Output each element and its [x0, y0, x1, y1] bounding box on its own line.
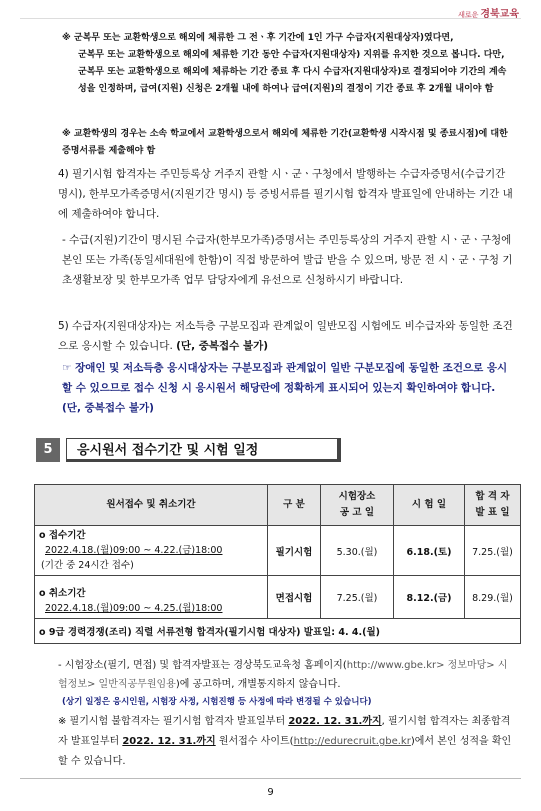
row-result-date: 7.25.(월)	[465, 526, 521, 576]
registration-note: (기간 중 24시간 접수)	[41, 560, 134, 571]
score-text-1: ※ 필기시험 불합격자는 필기시험 합격자 발표일부터	[58, 716, 289, 727]
paragraph-5-emphasis: (단, 중복접수 불가)	[176, 340, 269, 352]
table-footer-note: o 9급 경력경쟁(조리) 직렬 서류전형 합격자(필기시험 대상자) 발표일: 4. 4.(월)	[35, 619, 521, 644]
table-footer-row	[35, 619, 521, 644]
score-text-4: )에서 본인 성적을 확인할 수 있습니다.	[58, 736, 512, 767]
schedule-table	[34, 484, 521, 644]
note-military-line1: ※ 군복무 또는 교환학생으로 해외에 체류한 그 전ㆍ후 기간에 1인 가구 수급자(지원대상자)였다면,	[62, 33, 454, 43]
paragraph-5-note: ☞ 장애인 및 저소득층 응시대상자는 구분모집과 관계없이 일반 구분모집에 동일한 조건으로 응시할 수 있으므로 접수 신청 시 응시원서 해당란에 정확하게 표시되어 있는지 확인하여야 합니다. (단, 중복접수 불가)	[62, 362, 508, 414]
paragraph-4-sub: - 수급(지원)기간이 명시된 수급자(한부모가족)증명서는 주민등록상의 거주지 관할 시ㆍ군ㆍ구청에 본인 또는 가족(동일세대원에 한함)이 직접 방문하여 발급 받을 수 있으며, 방문 전 시ㆍ군ㆍ구청 기초생활보장 및 한부모가족 업무 담당자에게 유선으로 신청하시기 바랍니다.	[62, 234, 513, 286]
score-text-3: 원서접수 사이트(	[215, 736, 294, 747]
logo-prefix: 새로운	[458, 11, 479, 19]
row-venue-date: 7.25.(월)	[321, 576, 394, 619]
logo-text: 경북교육	[480, 9, 519, 20]
edurecruit-link[interactable]: http://edurecruit.gbe.kr	[293, 736, 411, 747]
note-military-body: 군복무 또는 교환학생으로 해외에 체류한 기간 동안 수급자(지원대상자) 지위를 유지한 것으로 봅니다. 다만, 군복무 또는 교환학생으로 해외에 체류하는 기간 종료 후 다시 수급자(지원대상자)로 결정되어야 기간의 계속성을 인정하며, 급여(지원) 신청은 2개월 내에 하여나 급여(지원)의 결정이 기간 종료 후 2개월 내이야 함	[78, 50, 507, 94]
top-divider	[20, 18, 521, 19]
score-text-2: , 필기시험 합격자는 최종합격자 발표일부터	[58, 716, 511, 747]
registration-label: o 접수기간	[39, 530, 86, 541]
row-result-date: 8.29.(월)	[465, 576, 521, 619]
homepage-link[interactable]: http://www.gbe.kr> 정보마당> 시험정보> 일반직공무원임용	[58, 660, 508, 690]
header-result-date: 합 격 자 발 표 일	[465, 485, 521, 526]
note-exchange-text: ※ 교환학생의 경우는 소속 학교에서 교환학생으로서 해외에 체류한 기간(교환학생 시작시점 및 종료시점)에 대한 증명서류를 제출해야 함	[62, 129, 508, 156]
announce-text: - 시험장소(필기, 면접) 및 합격자발표는 경상북도교육청 홈페이지(	[58, 660, 347, 671]
table-header-row	[35, 485, 521, 526]
announce-text-end: )에 공고하며, 개별통지하지 않습니다.	[175, 679, 341, 690]
section-title: 응시원서 접수기간 및 시험 일정	[66, 438, 341, 462]
bottom-divider	[20, 778, 521, 779]
paragraph-5	[58, 316, 514, 356]
cancel-period: 2022.4.18.(월)09:00 ~ 4.25.(월)18:00	[45, 603, 223, 614]
section-number: 5	[36, 438, 60, 462]
paragraph-4: 4) 필기시험 합격자는 주민등록상 거주지 관할 시ㆍ군ㆍ구청에서 발행하는 수급자증명서(수급기간 명시), 한부모가족증명서(지원기간 명시) 등 증빙서류를 필기시험 합격자 발표일에 안내하는 기간 내에 제출하여야 합니다.	[58, 168, 513, 220]
cancel-label: o 취소기간	[39, 588, 86, 599]
row-exam-date: 6.18.(토)	[394, 526, 465, 576]
score-check-paragraph	[58, 712, 514, 772]
header-venue-date: 시험장소 공 고 일	[321, 485, 394, 526]
paragraph-5-text: 5) 수급자(지원대상자)는 저소득층 구분모집과 관계없이 일반모집 시험에도 비수급자와 동일한 조건으로 응시할 수 있습니다.	[58, 320, 513, 352]
header-exam-date: 시 험 일	[394, 485, 465, 526]
note-exchange	[62, 126, 514, 160]
row-type: 면접시험	[268, 576, 321, 619]
registration-period: 2022.4.18.(월)09:00 ~ 4.22.(금)18:00	[45, 545, 223, 556]
registration-cell	[35, 526, 268, 576]
table-row	[35, 576, 521, 619]
header-period: 원서접수 및 취소기간	[35, 485, 268, 526]
row-exam-date: 8.12.(금)	[394, 576, 465, 619]
header-type: 구 분	[268, 485, 321, 526]
note-military	[62, 30, 514, 98]
cancel-cell	[35, 576, 268, 619]
score-deadline-1: 2022. 12. 31.까지	[288, 716, 382, 727]
score-deadline-2: 2022. 12. 31.까지	[122, 736, 216, 747]
table-row	[35, 526, 521, 576]
row-type: 필기시험	[268, 526, 321, 576]
page-number: 9	[267, 787, 274, 798]
schedule-change-note: (상기 일정은 응시인원, 시험장 사정, 시험진행 등 사정에 따라 변경될 수 있습니다)	[62, 697, 372, 707]
row-venue-date: 5.30.(월)	[321, 526, 394, 576]
announce-paragraph	[58, 656, 514, 694]
